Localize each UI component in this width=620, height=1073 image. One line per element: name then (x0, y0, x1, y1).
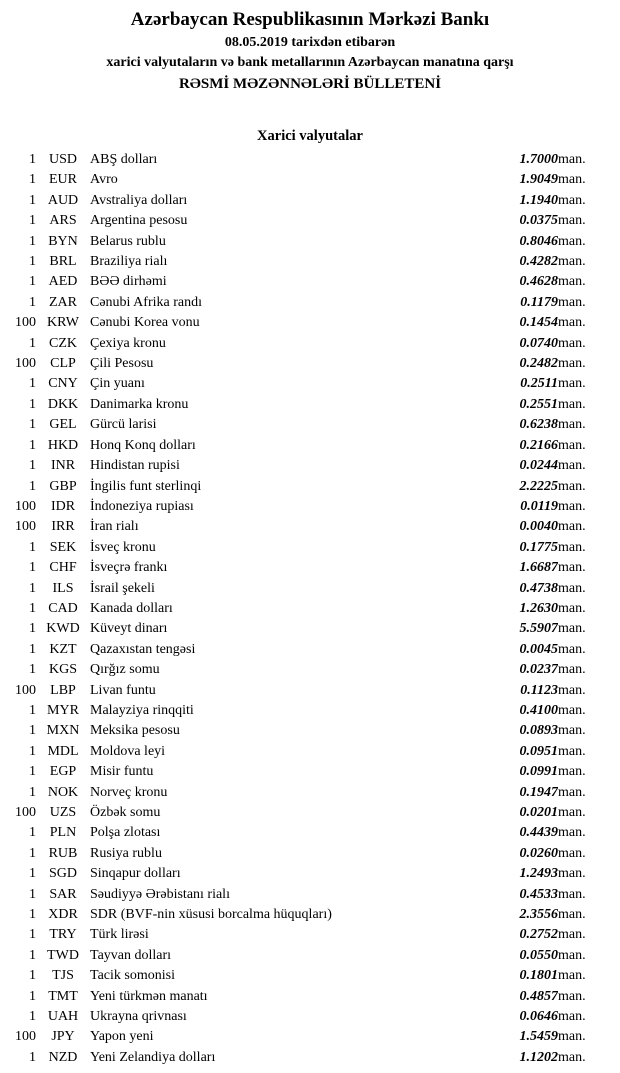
quantity-value: 1 (29, 988, 36, 1004)
currency-name: Türk lirəsi (90, 927, 149, 943)
currency-row (0, 456, 606, 476)
unit-label: man. (558, 294, 586, 310)
exchange-rate: 0.0237 (519, 662, 558, 678)
quantity-value: 1 (29, 947, 36, 963)
currency-code: TWD (47, 947, 79, 963)
currency-code: GEL (49, 417, 77, 433)
currency-code: CZK (49, 335, 77, 351)
unit-label: man. (558, 335, 586, 351)
unit-label: man. (558, 600, 586, 616)
quantity-value: 1 (29, 600, 36, 616)
currency-name: Yapon yeni (90, 1029, 154, 1045)
currency-code: EGP (49, 764, 77, 780)
bulletin-subtitle: xarici valyutaların və bank metallarının Azərbaycan manatına qarşı (106, 55, 514, 70)
currency-code: ARS (49, 213, 77, 229)
exchange-rate: 0.0119 (520, 498, 558, 514)
exchange-rate: 1.2630 (519, 600, 558, 616)
quantity-value: 1 (29, 1049, 36, 1065)
exchange-rate: 0.2752 (519, 927, 558, 943)
currency-name: Moldova leyi (90, 743, 166, 759)
exchange-rate: 0.0260 (519, 845, 558, 861)
currency-code: BYN (48, 233, 78, 249)
currency-name: Polşa zlotası (90, 825, 161, 841)
currency-name: Səudiyyə Ərəbistanı rialı (90, 886, 230, 902)
unit-label: man. (558, 213, 586, 229)
currency-row (0, 966, 606, 986)
currency-row (0, 1027, 606, 1047)
unit-label: man. (558, 988, 586, 1004)
currency-row (0, 783, 606, 803)
unit-label: man. (558, 315, 586, 331)
currency-row (0, 885, 606, 905)
exchange-rate: 0.0045 (519, 641, 558, 657)
exchange-rate: 1.6687 (519, 560, 558, 576)
quantity-value: 1 (29, 662, 36, 678)
exchange-rate: 0.2511 (520, 376, 558, 392)
currency-code: MXN (46, 723, 80, 739)
quantity-value: 1 (29, 825, 36, 841)
exchange-rate: 0.0991 (519, 764, 558, 780)
quantity-value: 1 (29, 172, 36, 188)
exchange-rates-table (0, 150, 606, 1068)
unit-label: man. (558, 927, 586, 943)
unit-label: man. (558, 825, 586, 841)
currency-name: Tayvan dolları (90, 947, 172, 963)
unit-label: man. (558, 274, 586, 290)
exchange-rate: 0.2482 (519, 356, 558, 372)
currency-code: XDR (48, 907, 78, 923)
currency-row (0, 742, 606, 762)
unit-label: man. (558, 356, 586, 372)
unit-label: man. (558, 1029, 586, 1045)
quantity-value: 1 (29, 621, 36, 637)
currency-row (0, 803, 606, 823)
currency-name: ABŞ dolları (90, 152, 158, 167)
currency-row (0, 660, 606, 680)
exchange-rate: 2.2225 (519, 478, 558, 494)
exchange-rate: 0.0244 (519, 458, 558, 474)
currency-code: UZS (49, 805, 77, 820)
currency-row (0, 293, 606, 313)
currency-row (0, 844, 606, 864)
currency-name: Danimarka kronu (90, 396, 189, 412)
currency-code: ZAR (49, 294, 77, 310)
currency-row (0, 191, 606, 211)
unit-label: man. (558, 764, 586, 780)
exchange-rate: 0.4857 (519, 988, 558, 1004)
currency-row (0, 558, 606, 578)
unit-label: man. (558, 641, 586, 657)
quantity-value: 1 (29, 213, 36, 229)
currency-code: IDR (50, 498, 76, 514)
currency-name: Sinqapur dolları (90, 866, 181, 882)
currency-row (0, 252, 606, 272)
currency-row (0, 415, 606, 435)
quantity-value: 1 (29, 743, 36, 759)
unit-label: man. (558, 662, 586, 678)
quantity-value: 1 (29, 886, 36, 902)
currency-code: SEK (49, 539, 77, 555)
currency-name: Kanada dolları (90, 600, 173, 616)
currency-code: PLN (49, 825, 77, 841)
currency-row (0, 1007, 606, 1027)
quantity-value: 1 (29, 417, 36, 433)
currency-name: Qazaxıstan tengəsi (90, 641, 196, 657)
currency-name: İsveçrə frankı (90, 560, 168, 576)
exchange-rate: 0.1775 (519, 539, 558, 555)
currency-row (0, 925, 606, 945)
unit-label: man. (558, 947, 586, 963)
exchange-rates-body (0, 150, 606, 1068)
currency-name: Tacik somonisi (90, 968, 175, 984)
exchange-rate: 0.0951 (519, 743, 558, 759)
currency-code: DKK (47, 396, 79, 412)
quantity-value: 1 (29, 254, 36, 270)
currency-code: KZT (49, 641, 77, 657)
currency-name: İran rialı (90, 519, 139, 535)
exchange-rate: 0.4738 (519, 580, 558, 596)
currency-code: MYR (47, 702, 79, 718)
currency-code: INR (50, 458, 76, 474)
currency-code: AED (48, 274, 78, 290)
exchange-rate: 0.4282 (519, 254, 558, 270)
currency-code: NOK (47, 784, 79, 800)
unit-label: man. (558, 1049, 586, 1065)
unit-label: man. (558, 968, 586, 984)
unit-label: man. (558, 519, 586, 535)
currency-row (0, 681, 606, 701)
quantity-value: 100 (15, 315, 36, 331)
quantity-value: 1 (29, 192, 36, 208)
currency-code: IRR (51, 519, 75, 535)
currency-row (0, 905, 606, 925)
unit-label: man. (558, 1009, 586, 1025)
currency-row (0, 701, 606, 721)
quantity-value: 1 (29, 233, 36, 249)
exchange-rate: 0.0740 (519, 335, 558, 351)
unit-label: man. (558, 458, 586, 474)
exchange-rate: 0.0550 (519, 947, 558, 963)
currency-name: Belarus rublu (90, 233, 166, 249)
exchange-rate: 1.1202 (519, 1049, 558, 1065)
exchange-rate: 0.6238 (519, 417, 558, 433)
unit-label: man. (558, 539, 586, 555)
exchange-rate: 0.1123 (520, 682, 558, 698)
unit-label: man. (558, 907, 586, 923)
currency-row (0, 497, 606, 517)
quantity-value: 100 (15, 1029, 36, 1045)
unit-label: man. (558, 152, 586, 167)
currency-code: KRW (47, 315, 79, 331)
currency-row (0, 395, 606, 415)
currency-row (0, 640, 606, 660)
unit-label: man. (558, 478, 586, 494)
currency-name: Çexiya kronu (90, 335, 166, 351)
quantity-value: 1 (29, 396, 36, 412)
currency-code: UAH (47, 1009, 79, 1025)
currency-code: MDL (47, 743, 79, 759)
currency-row (0, 150, 606, 170)
currency-row (0, 579, 606, 599)
quantity-value: 1 (29, 641, 36, 657)
currency-name: Honq Konq dolları (90, 437, 196, 453)
exchange-rate: 0.2551 (519, 396, 558, 412)
currency-row (0, 436, 606, 456)
currency-code: USD (48, 152, 77, 167)
currency-name: İsrail şekeli (90, 580, 155, 596)
currency-name: Norveç kronu (90, 784, 168, 800)
exchange-rate: 0.1179 (520, 294, 558, 310)
unit-label: man. (558, 172, 586, 188)
currency-row (0, 538, 606, 558)
exchange-rate: 0.8046 (519, 233, 558, 249)
exchange-rate: 2.3556 (519, 907, 558, 923)
unit-label: man. (558, 805, 586, 820)
currency-row (0, 477, 606, 497)
exchange-rate: 0.1801 (519, 968, 558, 984)
currency-name: Qırğız somu (90, 662, 160, 678)
quantity-value: 1 (29, 1009, 36, 1025)
unit-label: man. (558, 886, 586, 902)
currency-name: Avro (90, 172, 118, 188)
currency-name: SDR (BVF-nin xüsusi borcalma hüquqları) (90, 907, 332, 923)
currency-code: NZD (48, 1049, 78, 1065)
quantity-value: 1 (29, 294, 36, 310)
quantity-value: 1 (29, 539, 36, 555)
quantity-value: 100 (15, 682, 36, 698)
currency-name: Argentina pesosu (90, 213, 188, 229)
currency-row (0, 864, 606, 884)
currency-name: Hindistan rupisi (90, 458, 180, 474)
currency-name: Çili Pesosu (90, 356, 154, 372)
currency-name: Meksika pesosu (90, 723, 180, 739)
currency-name: Avstraliya dolları (90, 192, 188, 208)
exchange-rate: 1.1940 (519, 192, 558, 208)
quantity-value: 100 (15, 519, 36, 535)
exchange-rate: 0.0646 (519, 1009, 558, 1025)
currency-row (0, 1048, 606, 1068)
currency-code: TRY (49, 927, 77, 943)
currency-row (0, 721, 606, 741)
currency-name: Misir funtu (90, 764, 154, 780)
exchange-rate: 5.5907 (519, 621, 558, 637)
currency-name: Ukrayna qrivnası (90, 1009, 187, 1025)
exchange-rate: 0.4628 (519, 274, 558, 290)
quantity-value: 1 (29, 274, 36, 290)
section-title-foreign-currencies: Xarici valyutalar (257, 128, 363, 144)
exchange-rate: 0.0375 (519, 213, 558, 229)
currency-name: Rusiya rublu (90, 845, 162, 861)
unit-label: man. (558, 376, 586, 392)
unit-label: man. (558, 417, 586, 433)
exchange-rate: 1.9049 (519, 172, 558, 188)
currency-name: BƏƏ dirhəmi (90, 274, 167, 290)
unit-label: man. (558, 723, 586, 739)
currency-row (0, 232, 606, 252)
unit-label: man. (558, 784, 586, 800)
currency-row (0, 517, 606, 537)
effective-date-line: 08.05.2019 tarixdən etibarən (224, 35, 396, 50)
quantity-value: 1 (29, 845, 36, 861)
currency-row (0, 619, 606, 639)
currency-row (0, 762, 606, 782)
quantity-value: 1 (29, 702, 36, 718)
currency-code: CLP (50, 356, 76, 372)
quantity-value: 1 (29, 437, 36, 453)
exchange-rate: 0.2166 (519, 437, 558, 453)
unit-label: man. (558, 560, 586, 576)
currency-code: GBP (49, 478, 77, 494)
currency-name: Cənubi Korea vonu (90, 315, 200, 331)
quantity-value: 1 (29, 478, 36, 494)
quantity-value: 1 (29, 764, 36, 780)
currency-name: İngilis funt sterlinqi (90, 478, 202, 494)
currency-name: Yeni Zelandiya dolları (90, 1049, 216, 1065)
exchange-rate: 0.0893 (519, 723, 558, 739)
currency-name: İsveç kronu (90, 539, 156, 555)
currency-code: TMT (48, 988, 78, 1004)
currency-code: KWD (46, 621, 80, 637)
unit-label: man. (558, 254, 586, 270)
currency-name: Gürcü larisi (90, 417, 157, 433)
exchange-rate: 0.4439 (519, 825, 558, 841)
quantity-value: 1 (29, 580, 36, 596)
bank-title: Azərbaycan Respublikasının Mərkəzi Bankı (130, 9, 490, 30)
currency-row (0, 170, 606, 190)
currency-row (0, 374, 606, 394)
currency-code: KGS (48, 662, 77, 678)
quantity-value: 1 (29, 335, 36, 351)
currency-name: Cənubi Afrika randı (90, 294, 202, 310)
quantity-value: 100 (15, 356, 36, 372)
currency-row (0, 599, 606, 619)
unit-label: man. (558, 845, 586, 861)
quantity-value: 100 (15, 805, 36, 820)
currency-name: Küveyt dinarı (90, 621, 168, 637)
quantity-value: 1 (29, 968, 36, 984)
bulletin-title: RƏSMİ MƏZƏNNƏLƏRİ BÜLLETENİ (178, 76, 442, 92)
currency-row (0, 272, 606, 292)
unit-label: man. (558, 580, 586, 596)
exchange-rate: 1.7000 (519, 152, 558, 167)
currency-code: SAR (49, 886, 77, 902)
currency-name: Braziliya rialı (90, 254, 168, 270)
unit-label: man. (558, 866, 586, 882)
quantity-value: 1 (29, 458, 36, 474)
unit-label: man. (558, 743, 586, 759)
currency-row (0, 946, 606, 966)
quantity-value: 1 (29, 927, 36, 943)
quantity-value: 1 (29, 560, 36, 576)
currency-code: EUR (49, 172, 77, 188)
currency-code: RUB (48, 845, 78, 861)
currency-name: Özbək somu (90, 805, 161, 820)
currency-name: Yeni türkmən manatı (90, 988, 208, 1004)
unit-label: man. (558, 682, 586, 698)
unit-label: man. (558, 437, 586, 453)
quantity-value: 1 (29, 376, 36, 392)
exchange-rate: 1.2493 (519, 866, 558, 882)
currency-code: JPY (51, 1029, 75, 1045)
unit-label: man. (558, 233, 586, 249)
currency-code: AUD (47, 192, 79, 208)
unit-label: man. (558, 192, 586, 208)
unit-label: man. (558, 396, 586, 412)
currency-row (0, 211, 606, 231)
quantity-value: 1 (29, 784, 36, 800)
quantity-value: 100 (15, 498, 36, 514)
currency-name: Livan funtu (90, 682, 156, 698)
currency-code: CAD (48, 600, 78, 616)
currency-code: ILS (52, 580, 74, 596)
exchange-rate: 0.1947 (519, 784, 558, 800)
currency-code: LBP (50, 682, 76, 698)
currency-row (0, 987, 606, 1007)
currency-name: Malayziya rinqqiti (90, 702, 194, 718)
unit-label: man. (558, 702, 586, 718)
exchange-rate: 0.1454 (519, 315, 558, 331)
exchange-rate: 0.4100 (519, 702, 558, 718)
currency-row (0, 334, 606, 354)
quantity-value: 1 (29, 152, 36, 167)
exchange-rate: 0.0040 (519, 519, 558, 535)
unit-label: man. (558, 498, 586, 514)
currency-code: SGD (48, 866, 77, 882)
quantity-value: 1 (29, 907, 36, 923)
currency-row (0, 354, 606, 374)
quantity-value: 1 (29, 866, 36, 882)
currency-code: TJS (52, 968, 74, 984)
currency-code: BRL (49, 254, 77, 270)
exchange-rate: 1.5459 (519, 1029, 558, 1045)
currency-name: Çin yuanı (90, 376, 145, 392)
currency-row (0, 823, 606, 843)
currency-name: İndoneziya rupiası (90, 498, 194, 514)
currency-code: HKD (47, 437, 79, 453)
currency-row (0, 313, 606, 333)
currency-code: CHF (49, 560, 77, 576)
quantity-value: 1 (29, 723, 36, 739)
exchange-rate: 0.4533 (519, 886, 558, 902)
exchange-rate: 0.0201 (519, 805, 558, 820)
currency-code: CNY (48, 376, 78, 392)
unit-label: man. (558, 621, 586, 637)
